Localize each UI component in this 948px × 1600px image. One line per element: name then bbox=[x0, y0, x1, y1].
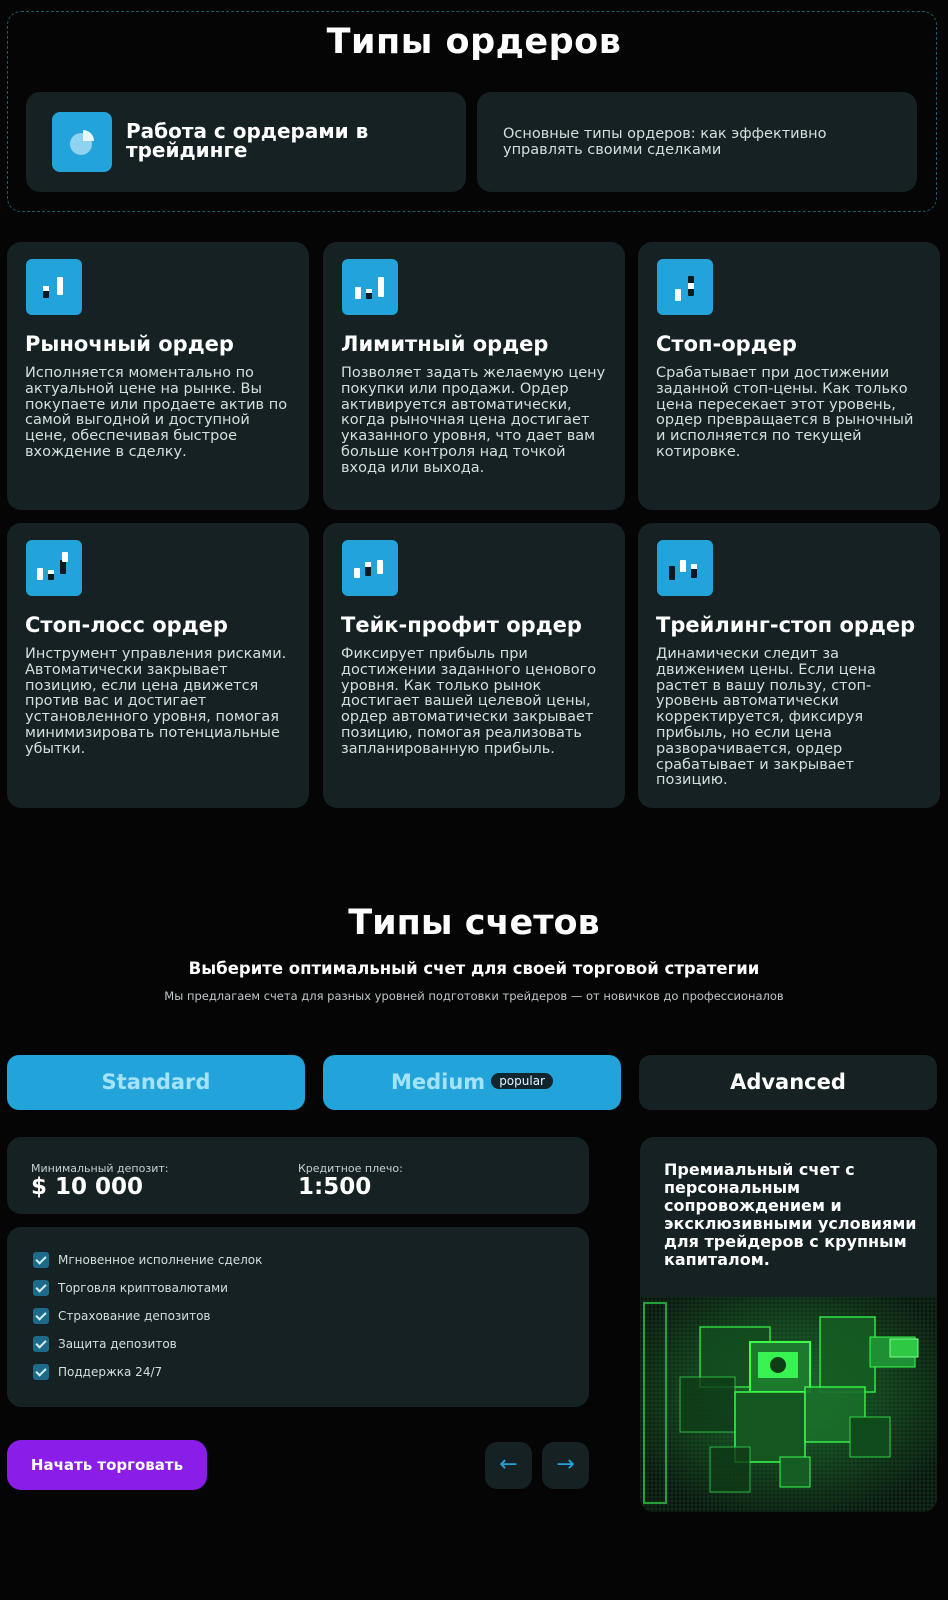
order-types-header-card bbox=[26, 92, 466, 192]
start-trading-button[interactable]: Начать торговать bbox=[7, 1440, 207, 1490]
tab-label: Standard bbox=[101, 1070, 211, 1094]
order-card-title: Лимитный ордер bbox=[341, 332, 549, 356]
order-card-market bbox=[7, 242, 309, 510]
feature-item bbox=[33, 1362, 162, 1382]
feature-item bbox=[33, 1278, 228, 1298]
account-features-card bbox=[7, 1227, 589, 1407]
tab-advanced[interactable] bbox=[639, 1055, 937, 1110]
order-types-title: Типы ордеров bbox=[326, 22, 622, 62]
order-card-take-profit bbox=[323, 523, 625, 808]
checkbox-icon bbox=[33, 1364, 49, 1380]
order-card-title: Трейлинг-стоп ордер bbox=[656, 613, 916, 637]
tab-standard[interactable] bbox=[7, 1055, 305, 1110]
feature-label: Торговля криптовалютами bbox=[58, 1281, 228, 1295]
feature-label: Мгновенное исполнение сделок bbox=[58, 1253, 263, 1267]
stop-order-icon bbox=[657, 259, 713, 315]
min-deposit-label: Минимальный депозит: bbox=[31, 1162, 169, 1175]
feature-label: Защита депозитов bbox=[58, 1337, 177, 1351]
order-card-text: Инструмент управления рисками. Автоматически закрывает позицию, если цена движется против вас и достигает установленного уровня, помогая минимизировать потенциальные убытки. bbox=[25, 646, 287, 757]
pie-chart-icon bbox=[52, 112, 112, 172]
checkbox-icon bbox=[33, 1336, 49, 1352]
account-promo-card bbox=[640, 1137, 937, 1512]
trailing-stop-icon bbox=[657, 540, 713, 596]
take-profit-icon bbox=[342, 540, 398, 596]
checkbox-icon bbox=[33, 1252, 49, 1268]
order-types-header-title: Работа с ордерами в трейдинге bbox=[126, 119, 369, 162]
order-card-title: Тейк-профит ордер bbox=[341, 613, 582, 637]
arrow-right-icon[interactable]: → bbox=[542, 1442, 589, 1489]
order-types-desc-text: Основные типы ордеров: как эффективно управлять своими сделками bbox=[503, 126, 827, 158]
account-types-title: Типы счетов bbox=[348, 903, 600, 943]
tab-label: Advanced bbox=[730, 1070, 846, 1094]
promo-text: Премиальный счет с персональным сопровождением и эксклюзивными условиями для трейдеров с крупным капиталом. bbox=[664, 1160, 917, 1269]
tab-label: Medium bbox=[390, 1070, 486, 1094]
order-card-stop bbox=[638, 242, 940, 510]
order-card-title: Стоп-ордер bbox=[656, 332, 797, 356]
order-card-text: Срабатывает при достижении заданной стоп-цены. Как только цена пересекает этот уровень, ордер превращается в рыночный и исполняется по текущей котировке. bbox=[656, 365, 914, 460]
leverage-label: Кредитное плечо: bbox=[298, 1162, 403, 1175]
order-card-title: Рыночный ордер bbox=[25, 332, 234, 356]
tab-medium[interactable] bbox=[323, 1055, 621, 1110]
feature-item bbox=[33, 1334, 177, 1354]
popular-badge: popular bbox=[491, 1073, 553, 1089]
order-card-text: Позволяет задать желаемую цену покупки или продажи. Ордер активируется автоматически, когда рыночная цена достигает указанного уровня, что дает вам больше контроля над точкой входа или выхода. bbox=[341, 365, 606, 476]
market-order-icon bbox=[26, 259, 82, 315]
neon-money-illustration bbox=[640, 1297, 937, 1512]
feature-label: Страхование депозитов bbox=[58, 1309, 211, 1323]
min-deposit-value: $ 10 000 bbox=[31, 1174, 144, 1200]
order-card-title: Стоп-лосс ордер bbox=[25, 613, 228, 637]
order-card-stop-loss bbox=[7, 523, 309, 808]
leverage-value: 1:500 bbox=[298, 1174, 372, 1200]
arrow-left-icon[interactable]: ← bbox=[485, 1442, 532, 1489]
checkbox-icon bbox=[33, 1280, 49, 1296]
order-types-desc-card bbox=[477, 92, 917, 192]
feature-label: Поддержка 24/7 bbox=[58, 1365, 163, 1379]
limit-order-icon bbox=[342, 259, 398, 315]
feature-item bbox=[33, 1306, 211, 1326]
order-card-trailing-stop bbox=[638, 523, 940, 808]
checkbox-icon bbox=[33, 1308, 49, 1324]
account-stats-card bbox=[7, 1137, 589, 1214]
order-card-text: Исполняется моментально по актуальной цене на рынке. Вы покупаете или продаете актив по самой выгодной и доступной цене, обеспечивая быстрое вхождение в сделку. bbox=[25, 365, 288, 460]
stop-loss-icon bbox=[26, 540, 82, 596]
order-card-limit bbox=[323, 242, 625, 510]
account-types-subtitle: Выберите оптимальный счет для своей торговой стратегии bbox=[188, 959, 760, 978]
order-card-text: Фиксирует прибыль при достижении заданного ценового уровня. Как только рынок достигает вашей целевой цены, ордер автоматически закрывает позицию, помогая реализовать запланированную прибыль. bbox=[341, 646, 597, 757]
feature-item bbox=[33, 1250, 262, 1270]
order-card-text: Динамически следит за движением цены. Если цена растет в вашу пользу, стоп-уровень автоматически корректируется, фиксируя прибыль, но если цена разворачивается, ордер срабатывает и закрывает позицию. bbox=[656, 646, 876, 789]
account-types-note: Мы предлагаем счета для разных уровней подготовки трейдеров — от новичков до профессионалов bbox=[164, 989, 784, 1003]
